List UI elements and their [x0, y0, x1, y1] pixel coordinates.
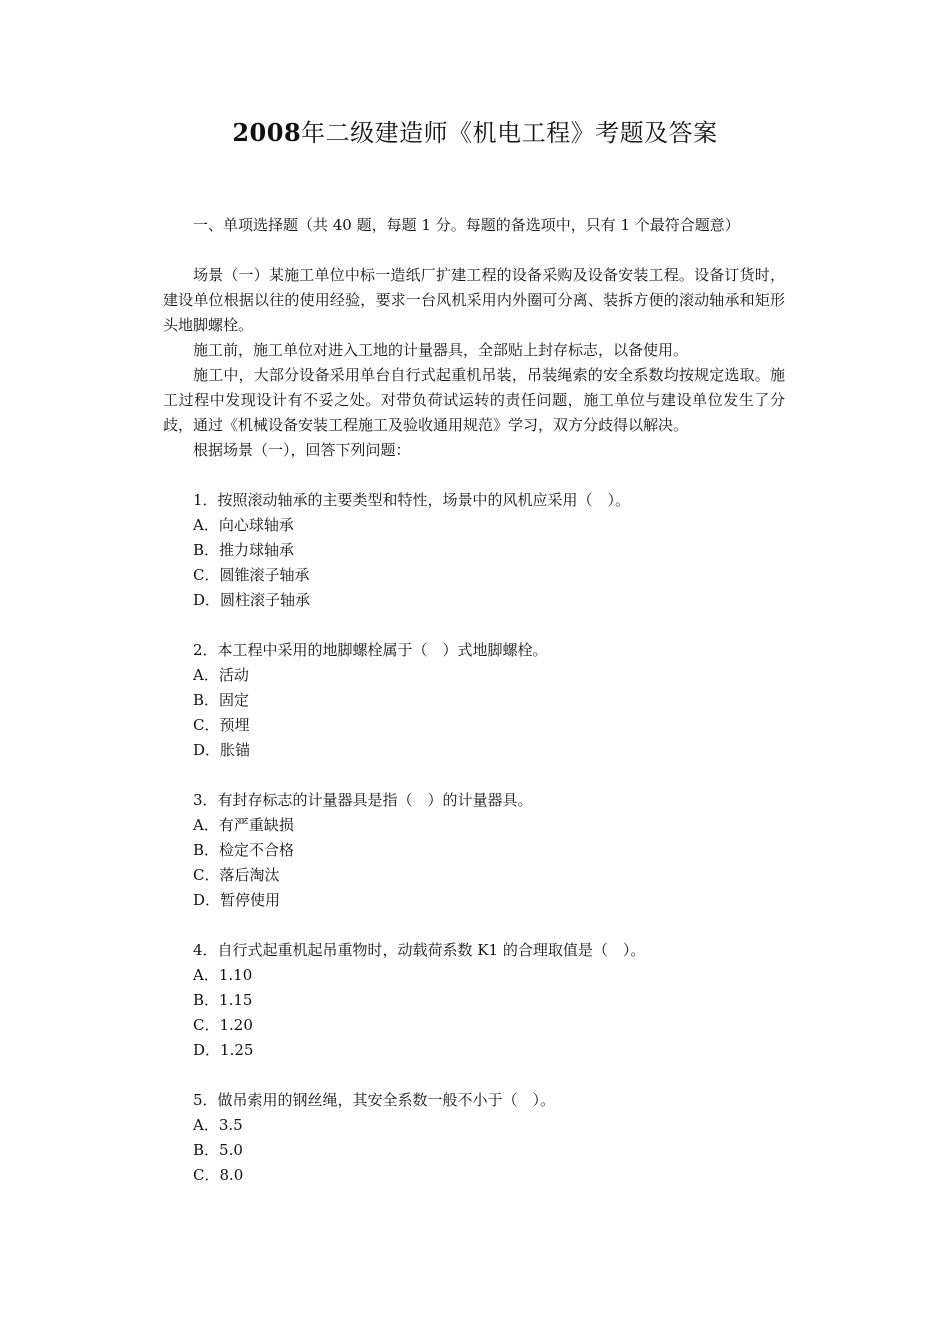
question-option: D．圆柱滚子轴承 — [193, 591, 311, 609]
scenario-paragraph-4: 根据场景（一），回答下列问题： — [193, 441, 411, 459]
question-option: A．向心球轴承 — [193, 516, 294, 534]
question-stem: 1．按照滚动轴承的主要类型和特性，场景中的风机应采用（ ）。 — [193, 491, 631, 509]
title-text: 年二级建造师《机电工程》考题及答案 — [301, 119, 718, 147]
question-option: D．1.25 — [193, 1041, 254, 1059]
question-option: D．暂停使用 — [193, 891, 281, 909]
question-3 — [163, 788, 785, 913]
title-year: 2008 — [232, 118, 302, 147]
question-option: C．圆锥滚子轴承 — [193, 566, 310, 584]
question-option: A．有严重缺损 — [193, 816, 294, 834]
scenario-paragraph-3: 施工中，大部分设备采用单台自行式起重机吊装，吊装绳索的安全系数均按规定选取。施工过程中发现设计有不妥之处。对带负荷试运转的责任问题，施工单位与建设单位发生了分歧，通过《机械设备安装工程施工及验收通用规范》学习，双方分歧得以解决。 — [163, 366, 785, 434]
question-option: B．固定 — [193, 691, 250, 709]
scenario-paragraph-2: 施工前，施工单位对进入工地的计量器具，全部贴上封存标志，以备使用。 — [193, 341, 689, 359]
question-option: A．1.10 — [193, 966, 253, 984]
question-option: A．3.5 — [193, 1116, 243, 1134]
section-heading: 一、单项选择题（共 40 题，每题 1 分。每题的备选项中，只有 1 个最符合题意） — [193, 216, 740, 234]
question-option: B．推力球轴承 — [193, 541, 295, 559]
question-option: C．1.20 — [193, 1016, 253, 1034]
question-option: A．活动 — [193, 666, 249, 684]
question-4 — [163, 938, 785, 1063]
document-body — [163, 213, 785, 1188]
document-title — [0, 116, 950, 150]
question-option: C．8.0 — [193, 1166, 244, 1184]
question-2 — [163, 638, 785, 763]
question-option: D．胀锚 — [193, 741, 251, 759]
question-stem: 4．自行式起重机起吊重物时，动载荷系数 K1 的合理取值是（ ）。 — [193, 941, 646, 959]
question-option: B．5.0 — [193, 1141, 243, 1159]
question-stem: 5．做吊索用的钢丝绳，其安全系数一般不小于（ ）。 — [193, 1091, 556, 1109]
question-5 — [163, 1088, 785, 1188]
scenario-paragraph-1: 场景（一）某施工单位中标一造纸厂扩建工程的设备采购及设备安装工程。设备订货时，建设单位根据以往的使用经验，要求一台风机采用内外圈可分离、装拆方便的滚动轴承和矩形头地脚螺栓。 — [163, 266, 785, 334]
question-option: C．落后淘汰 — [193, 866, 280, 884]
question-stem: 2．本工程中采用的地脚螺栓属于（ ）式地脚螺栓。 — [193, 641, 548, 659]
question-option: B．1.15 — [193, 991, 253, 1009]
question-option: B．检定不合格 — [193, 841, 295, 859]
question-1 — [163, 488, 785, 613]
question-stem: 3．有封存标志的计量器具是指（ ）的计量器具。 — [193, 791, 533, 809]
question-option: C．预埋 — [193, 716, 250, 734]
